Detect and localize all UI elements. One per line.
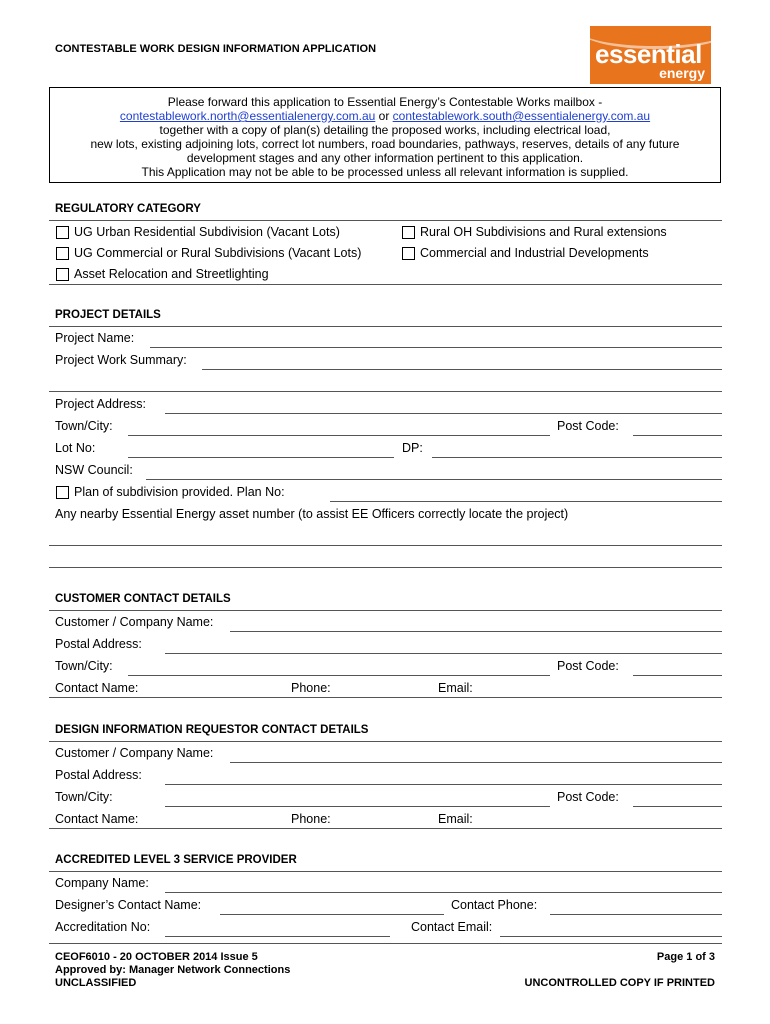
option-rural-oh-label: Rural OH Subdivisions and Rural extensions: [420, 225, 667, 239]
project-name-label: Project Name:: [55, 331, 135, 345]
project-address-field[interactable]: [165, 413, 722, 414]
checkbox-ug-commercial[interactable]: [56, 247, 69, 260]
customer-heading: CUSTOMER CONTACT DETAILS: [55, 593, 231, 605]
requestor-contact-label: Contact Name:: [55, 812, 139, 826]
instructions-line-1: Please forward this application to Essential Energy’s Contestable Works mailbox -: [167, 95, 603, 109]
checkbox-commercial-industrial[interactable]: [402, 247, 415, 260]
document-number: CEOF6010 - 20 OCTOBER 2014 Issue 5: [55, 951, 258, 963]
accreditation-no-label: Accreditation No:: [55, 920, 151, 934]
checkbox-ug-urban[interactable]: [56, 226, 69, 239]
contact-phone-label: Contact Phone:: [451, 898, 538, 912]
checkbox-rural-oh[interactable]: [402, 226, 415, 239]
page-number: Page 1 of 3: [656, 951, 715, 963]
customer-contact-label: Contact Name:: [55, 681, 139, 695]
project-postcode-field[interactable]: [633, 435, 722, 436]
footer-left: [55, 951, 290, 990]
requestor-company-field[interactable]: [230, 762, 722, 763]
provider-company-field[interactable]: [165, 892, 722, 893]
approved-by: Approved by: Manager Network Connections: [55, 964, 291, 976]
email-south-link[interactable]: contestablework.south@essentialenergy.com.au: [392, 109, 651, 123]
option-ug-commercial-label: UG Commercial or Rural Subdivisions (Vacant Lots): [74, 246, 362, 260]
project-summary-label: Project Work Summary:: [55, 353, 187, 367]
customer-phone-label: Phone:: [291, 681, 331, 695]
asset-number-field-line2[interactable]: [49, 567, 722, 568]
contact-email-label: Contact Email:: [411, 920, 493, 934]
checkbox-plan-provided[interactable]: [56, 486, 69, 499]
essential-energy-logo: [590, 26, 711, 84]
customer-town-field[interactable]: [128, 675, 550, 676]
form-title: CONTESTABLE WORK DESIGN INFORMATION APPLICATION: [55, 43, 377, 55]
requestor-postal-label: Postal Address:: [55, 768, 142, 782]
divider: [49, 871, 722, 872]
asset-number-label: Any nearby Essential Energy asset number (to assist EE Officers correctly locate the project): [55, 507, 569, 521]
logo-word-essential: essential: [595, 39, 702, 69]
requestor-town-label: Town/City:: [55, 790, 113, 804]
requestor-contact-field[interactable]: [49, 828, 722, 829]
project-summary-field-line2[interactable]: [49, 391, 722, 392]
project-town-field[interactable]: [128, 435, 550, 436]
uncontrolled-copy-notice: UNCONTROLLED COPY IF PRINTED: [524, 977, 715, 989]
requestor-postal-field[interactable]: [165, 784, 722, 785]
customer-postcode-field[interactable]: [633, 675, 722, 676]
project-name-field[interactable]: [150, 347, 722, 348]
project-summary-field[interactable]: [202, 369, 722, 370]
instructions-line-4: new lots, existing adjoining lots, correct lot numbers, road boundaries, pathways, reserves, details of any future: [90, 137, 680, 151]
footer-divider: [49, 943, 722, 944]
customer-company-field[interactable]: [230, 631, 722, 632]
project-town-label: Town/City:: [55, 419, 113, 433]
instructions-line-5: development stages and any other information pertinent to this application.: [186, 151, 584, 165]
provider-company-label: Company Name:: [55, 876, 149, 890]
plan-no-label: Plan of subdivision provided. Plan No:: [74, 485, 285, 499]
customer-contact-field[interactable]: [49, 697, 722, 698]
instructions-line-6: This Application may not be able to be processed unless all relevant information is supplied.: [141, 165, 629, 179]
dp-label: DP:: [402, 441, 423, 455]
instructions-emails: [50, 109, 720, 123]
project-heading: PROJECT DETAILS: [55, 309, 161, 321]
regulatory-heading: REGULATORY CATEGORY: [55, 203, 201, 215]
logo-word-energy: energy: [659, 65, 705, 81]
requestor-email-label: Email:: [438, 812, 473, 826]
provider-heading: ACCREDITED LEVEL 3 SERVICE PROVIDER: [55, 854, 297, 866]
customer-postcode-label: Post Code:: [557, 659, 619, 673]
customer-postal-field[interactable]: [165, 653, 722, 654]
designer-contact-label: Designer’s Contact Name:: [55, 898, 202, 912]
project-postcode-label: Post Code:: [557, 419, 619, 433]
nsw-council-label: NSW Council:: [55, 463, 133, 477]
divider: [49, 220, 722, 221]
or-text: or: [375, 109, 393, 123]
contact-phone-field[interactable]: [550, 914, 722, 915]
divider: [49, 610, 722, 611]
option-ug-urban-label: UG Urban Residential Subdivision (Vacant Lots): [74, 225, 340, 239]
lot-no-label: Lot No:: [55, 441, 96, 455]
divider: [49, 326, 722, 327]
customer-company-label: Customer / Company Name:: [55, 615, 214, 629]
nsw-council-field[interactable]: [146, 479, 722, 480]
divider: [49, 741, 722, 742]
plan-no-field[interactable]: [330, 501, 722, 502]
divider: [49, 284, 722, 285]
customer-email-label: Email:: [438, 681, 473, 695]
email-north-link[interactable]: contestablework.north@essentialenergy.com.au: [119, 109, 376, 123]
designer-contact-field[interactable]: [220, 914, 444, 915]
accreditation-no-field[interactable]: [165, 936, 390, 937]
checkbox-asset-relocation[interactable]: [56, 268, 69, 281]
asset-number-field[interactable]: [49, 545, 722, 546]
requestor-postcode-label: Post Code:: [557, 790, 619, 804]
requestor-phone-label: Phone:: [291, 812, 331, 826]
requestor-town-field[interactable]: [165, 806, 550, 807]
dp-field[interactable]: [432, 457, 722, 458]
option-commercial-industrial-label: Commercial and Industrial Developments: [420, 246, 649, 260]
lot-no-field[interactable]: [128, 457, 394, 458]
contact-email-field[interactable]: [500, 936, 722, 937]
customer-postal-label: Postal Address:: [55, 637, 142, 651]
option-asset-relocation-label: Asset Relocation and Streetlighting: [74, 267, 269, 281]
classification: UNCLASSIFIED: [55, 977, 137, 989]
requestor-postcode-field[interactable]: [633, 806, 722, 807]
instructions-line-3: together with a copy of plan(s) detailing the proposed works, including electrical load,: [159, 123, 611, 137]
requestor-company-label: Customer / Company Name:: [55, 746, 214, 760]
project-address-label: Project Address:: [55, 397, 147, 411]
instructions-box: [49, 87, 721, 183]
requestor-heading: DESIGN INFORMATION REQUESTOR CONTACT DETAILS: [55, 724, 369, 736]
customer-town-label: Town/City:: [55, 659, 113, 673]
